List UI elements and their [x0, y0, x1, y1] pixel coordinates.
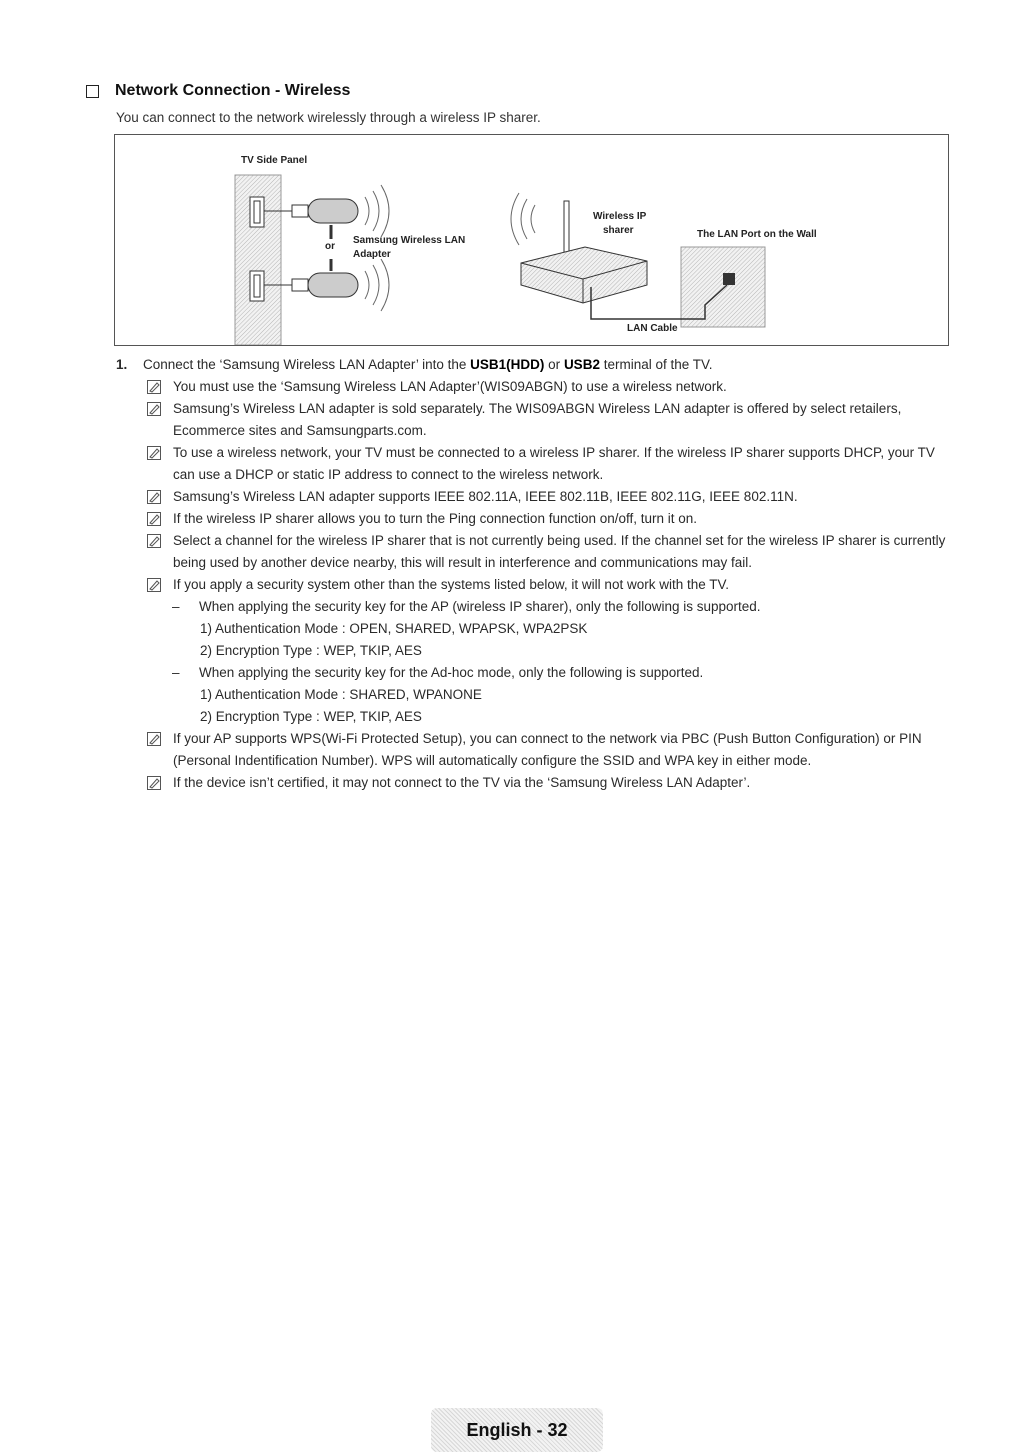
note-icon [147, 380, 161, 394]
connection-diagram [114, 134, 949, 346]
note-icon [147, 512, 161, 526]
intro-text: You can connect to the network wirelessly through a wireless IP sharer. [116, 110, 541, 125]
diagram-illustration [115, 135, 948, 345]
wall-port-label: The LAN Port on the Wall [697, 229, 817, 240]
wall-port-panel [681, 247, 765, 327]
note-item: Samsung’s Wireless LAN adapter supports IEEE 802.11A, IEEE 802.11B, IEEE 802.11G, IEEE 802.11N. [116, 486, 956, 508]
instructions [116, 354, 956, 794]
note-icon [147, 402, 161, 416]
step-number: 1. [116, 357, 128, 372]
or-label: or [325, 241, 335, 252]
note-icon [147, 534, 161, 548]
step-text: Connect the ‘Samsung Wireless LAN Adapter’ into the USB1(HDD) or USB2 terminal of the TV. [143, 357, 713, 372]
note-item: If you apply a security system other than the systems listed below, it will not work with the TV. [116, 574, 956, 596]
security-ap-auth: 1) Authentication Mode : OPEN, SHARED, WPAPSK, WPA2PSK [200, 621, 588, 636]
section-header [86, 82, 350, 100]
step-1 [116, 354, 956, 376]
note-icon [147, 776, 161, 790]
lan-wall-port-icon [723, 273, 735, 285]
note-item: You must use the ‘Samsung Wireless LAN Adapter’(WIS09ABGN) to use a wireless network. [116, 376, 956, 398]
note-item: If the device isn’t certified, it may not connect to the TV via the ‘Samsung Wireless LAN Adapter’. [116, 772, 956, 794]
security-adhoc-enc: 2) Encryption Type : WEP, TKIP, AES [200, 709, 422, 724]
sharer-label-line2: sharer [603, 225, 634, 236]
note-icon [147, 490, 161, 504]
lan-cable-label: LAN Cable [627, 323, 678, 334]
note-icon [147, 446, 161, 460]
note-item: Select a channel for the wireless IP sharer that is not currently being used. If the channel set for the wireless IP sharer is currently being used by another device nearby, this will result in interference and communications may fail. [116, 530, 956, 574]
note-item: Samsung’s Wireless LAN adapter is sold separately. The WIS09ABGN Wireless LAN adapter is offered by select retailers, Ecommerce sites and Samsungparts.com. [116, 398, 956, 442]
security-adhoc-auth: 1) Authentication Mode : SHARED, WPANONE [200, 687, 482, 702]
security-ap-enc: 2) Encryption Type : WEP, TKIP, AES [200, 643, 422, 658]
page-number-footer: English - 32 [431, 1408, 603, 1452]
tv-side-panel-label: TV Side Panel [241, 155, 308, 166]
note-item: To use a wireless network, your TV must be connected to a wireless IP sharer. If the wireless IP sharer supports DHCP, your TV can use a DHCP or static IP address to connect to the wireless network. [116, 442, 956, 486]
wireless-router-icon [521, 247, 647, 303]
usb-adapter-top-icon [308, 199, 358, 223]
section-title: Network Connection - Wireless [115, 82, 351, 99]
note-icon [147, 578, 161, 592]
checkbox-bullet-icon [86, 85, 99, 98]
security-adhoc-item: – When applying the security key for the Ad-hoc mode, only the following is supported. [172, 665, 704, 680]
note-icon [147, 732, 161, 746]
note-item: If your AP supports WPS(Wi-Fi Protected Setup), you can connect to the network via PBC (Push Button Configuration) or PIN (Personal Indentification Number). WPS will automatically configure the SSID and WPA key in either mode. [116, 728, 956, 772]
security-ap-item: – When applying the security key for the AP (wireless IP sharer), only the following is supported. [172, 599, 761, 614]
adapter-label-line1: Samsung Wireless LAN [353, 235, 466, 246]
sharer-label-line1: Wireless IP [593, 211, 647, 222]
usb-adapter-bottom-icon [308, 273, 358, 297]
adapter-label-line2: Adapter [353, 249, 391, 260]
note-item: If the wireless IP sharer allows you to turn the Ping connection function on/off, turn it on. [116, 508, 956, 530]
